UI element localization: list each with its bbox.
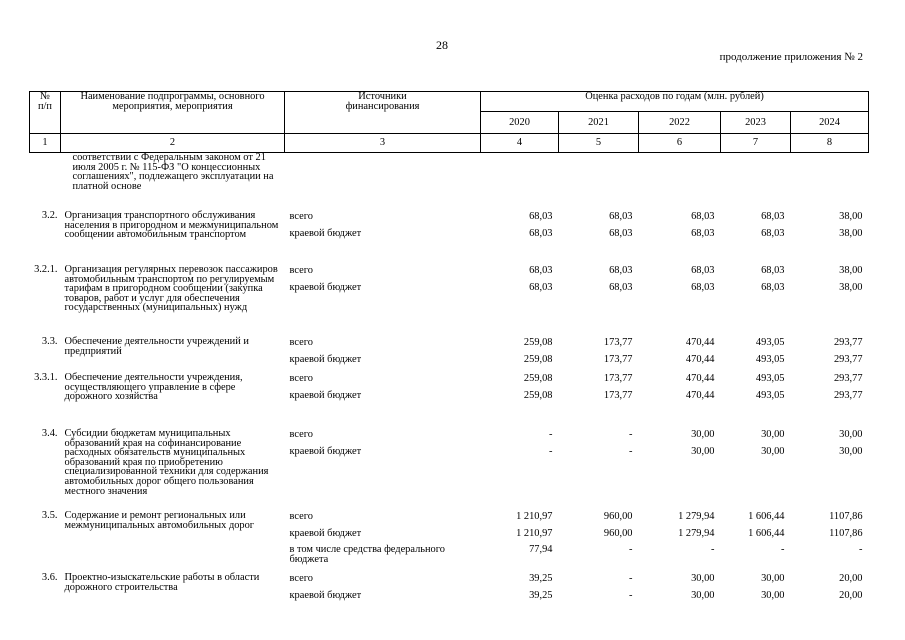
row-name [61, 509, 285, 571]
row-values-2024 [791, 209, 869, 263]
row-values-2020 [481, 335, 559, 371]
column-number: 6 [639, 134, 721, 153]
row-values-2023 [721, 335, 791, 371]
amount-value: 293,77 [833, 390, 863, 401]
row-number: 3.5. [41, 510, 58, 521]
amount-value: 493,05 [755, 390, 785, 401]
header-year: 2021 [559, 112, 639, 134]
amount-value: 470,44 [685, 373, 715, 384]
amount-value: 68,03 [529, 265, 553, 276]
amount-value: 68,03 [529, 228, 553, 239]
table-row [30, 425, 869, 509]
amount-value: 30,00 [691, 446, 715, 457]
amount-value: 20,00 [839, 590, 863, 601]
amount-value: 259,08 [523, 354, 553, 365]
amount-value: 173,77 [603, 390, 633, 401]
row-values-2022 [639, 571, 721, 613]
column-number: 4 [481, 134, 559, 153]
row-number: 3.4. [41, 428, 58, 439]
amount-value: 1 606,44 [748, 528, 785, 539]
row-name-text: Субсидии бюджетам муниципальных образований края на софинансирование расходных обязательств муниципальных образований края по приобретению специализированной техники для содержания автомобильных дорог общего пользования местного значения [64, 428, 269, 497]
amount-value: 293,77 [833, 373, 863, 384]
amount-value: 470,44 [685, 337, 715, 348]
row-values-2022 [639, 509, 721, 571]
row-values-2024 [791, 263, 869, 335]
amount-value: 30,00 [761, 429, 785, 440]
header-year: 2024 [791, 112, 869, 134]
amount-value: 30,00 [839, 429, 863, 440]
amount-value: 173,77 [603, 373, 633, 384]
row-name [61, 263, 285, 335]
amount-value: - [781, 544, 785, 555]
source-label: краевой бюджет [289, 446, 362, 457]
header-name: Наименование подпрограммы, основного мероприятия, мероприятия [61, 92, 285, 134]
row-values-2021 [559, 425, 639, 509]
row-name-text: Обеспечение деятельности учреждения, осуществляющего управление в сфере дорожного хозяйства [64, 372, 243, 403]
row-values-2020 [481, 371, 559, 425]
amount-value: - [629, 446, 633, 457]
row-sources [285, 509, 481, 571]
amount-value: 1 210,97 [516, 511, 553, 522]
amount-value: 470,44 [685, 390, 715, 401]
amount-value: 259,08 [523, 337, 553, 348]
row-values-2021 [559, 263, 639, 335]
row-values-2021 [559, 153, 639, 210]
row-name-text: Организация регулярных перевозок пассажиров автомобильным транспортом по регулируемым тарифам в пригородном сообщении (закупка товаров, работ и услуг для обеспечения государственных (муниципальных) нужд [64, 264, 278, 314]
row-name-text: Организация транспортного обслуживания населения в пригородном и межмуниципальном сообщении автомобильным транспортом [64, 210, 279, 241]
source-label: краевой бюджет [289, 228, 362, 239]
amount-value: 1 279,94 [678, 511, 715, 522]
source-label: всего [289, 511, 313, 522]
amount-value: 38,00 [839, 211, 863, 222]
row-values-2020 [481, 571, 559, 613]
amount-value: 68,03 [761, 265, 785, 276]
source-label: всего [289, 573, 313, 584]
row-number: 3.2. [41, 210, 58, 221]
source-label: в том числе средства федерального бюджета [289, 544, 445, 565]
table-row [30, 335, 869, 371]
row-name-text: Проектно-изыскательские работы в области дорожного строительства [64, 572, 260, 593]
source-label: краевой бюджет [289, 354, 362, 365]
row-values-2022 [639, 335, 721, 371]
amount-value: 960,00 [603, 511, 633, 522]
source-label: всего [289, 337, 313, 348]
column-number: 3 [285, 134, 481, 153]
column-number: 2 [61, 134, 285, 153]
row-name-text: Обеспечение деятельности учреждений и предприятий [64, 336, 249, 357]
amount-value: 259,08 [523, 373, 553, 384]
amount-value: 38,00 [839, 265, 863, 276]
amount-value: 77,94 [529, 544, 553, 555]
amount-value: 68,03 [609, 265, 633, 276]
amount-value: 39,25 [529, 573, 553, 584]
amount-value: 68,03 [691, 211, 715, 222]
row-values-2023 [721, 263, 791, 335]
column-number: 5 [559, 134, 639, 153]
amount-value: 30,00 [761, 446, 785, 457]
row-sources [285, 335, 481, 371]
row-values-2024 [791, 425, 869, 509]
row-values-2022 [639, 425, 721, 509]
row-sources [285, 153, 481, 210]
source-label: всего [289, 211, 313, 222]
row-values-2023 [721, 209, 791, 263]
row-values-2020 [481, 509, 559, 571]
row-name [61, 571, 285, 613]
row-values-2024 [791, 153, 869, 210]
source-label: всего [289, 265, 313, 276]
amount-value: 30,00 [691, 590, 715, 601]
amount-value: 1107,86 [829, 511, 863, 522]
amount-value: 68,03 [609, 228, 633, 239]
amount-value: 38,00 [839, 282, 863, 293]
amount-value: 68,03 [609, 282, 633, 293]
row-sources [285, 209, 481, 263]
row-name [61, 209, 285, 263]
source-label: краевой бюджет [289, 528, 362, 539]
row-values-2020 [481, 425, 559, 509]
table-row [30, 209, 869, 263]
row-values-2021 [559, 335, 639, 371]
amount-value: 493,05 [755, 354, 785, 365]
header-year: 2020 [481, 112, 559, 134]
table-row [30, 263, 869, 335]
amount-value: - [629, 544, 633, 555]
amount-value: - [859, 544, 863, 555]
row-name [61, 153, 285, 210]
amount-value: 173,77 [603, 354, 633, 365]
column-number: 8 [791, 134, 869, 153]
table-row [30, 371, 869, 425]
amount-value: 39,25 [529, 590, 553, 601]
amount-value: - [629, 429, 633, 440]
row-values-2022 [639, 209, 721, 263]
amount-value: 259,08 [523, 390, 553, 401]
row-number: 3.3.1. [34, 372, 58, 383]
amount-value: 293,77 [833, 337, 863, 348]
row-values-2023 [721, 153, 791, 210]
amount-value: 30,00 [839, 446, 863, 457]
row-values-2023 [721, 425, 791, 509]
amount-value: - [629, 590, 633, 601]
amount-value: 960,00 [603, 528, 633, 539]
amount-value: 293,77 [833, 354, 863, 365]
source-label: всего [289, 373, 313, 384]
column-number: 7 [721, 134, 791, 153]
amount-value: - [711, 544, 715, 555]
amount-value: - [549, 429, 553, 440]
header-year: 2022 [639, 112, 721, 134]
amount-value: 493,05 [755, 373, 785, 384]
amount-value: 30,00 [761, 590, 785, 601]
row-values-2020 [481, 209, 559, 263]
amount-value: 68,03 [691, 265, 715, 276]
row-values-2023 [721, 509, 791, 571]
row-values-2021 [559, 209, 639, 263]
row-values-2023 [721, 571, 791, 613]
row-number: 3.2.1. [34, 264, 58, 275]
row-sources [285, 263, 481, 335]
table-row [30, 571, 869, 613]
amount-value: 68,03 [529, 282, 553, 293]
amount-value: 68,03 [691, 282, 715, 293]
row-name-text: Содержание и ремонт региональных или межмуниципальных автомобильных дорог [64, 510, 255, 531]
amount-value: 68,03 [691, 228, 715, 239]
amount-value: 470,44 [685, 354, 715, 365]
amount-value: 68,03 [761, 211, 785, 222]
amount-value: 38,00 [839, 228, 863, 239]
amount-value: 68,03 [761, 228, 785, 239]
row-number: 3.6. [41, 572, 58, 583]
row-values-2024 [791, 571, 869, 613]
header-num: № п/п [30, 92, 61, 134]
table-row [30, 153, 869, 210]
amount-value: 1107,86 [829, 528, 863, 539]
row-name [61, 425, 285, 509]
source-label: краевой бюджет [289, 390, 362, 401]
amount-value: 30,00 [691, 573, 715, 584]
amount-value: 20,00 [839, 573, 863, 584]
source-label: всего [289, 429, 313, 440]
row-values-2024 [791, 509, 869, 571]
row-name [61, 335, 285, 371]
row-number: 3.3. [41, 336, 58, 347]
row-values-2024 [791, 371, 869, 425]
amount-value: 1 210,97 [516, 528, 553, 539]
amount-value: 493,05 [755, 337, 785, 348]
amount-value: 68,03 [609, 211, 633, 222]
continuation-label: продолжение приложения № 2 [719, 51, 863, 63]
row-name-text: соответствии с Федеральным законом от 21 июля 2005 г. № 115-ФЗ "О концессионных соглашениях", подлежащего эксплуатации на платной основе [72, 152, 274, 192]
row-values-2022 [639, 263, 721, 335]
page-number: 28 [436, 38, 448, 52]
row-sources [285, 371, 481, 425]
amount-value: - [629, 573, 633, 584]
amount-value: 30,00 [761, 573, 785, 584]
row-values-2022 [639, 153, 721, 210]
row-values-2021 [559, 571, 639, 613]
row-values-2021 [559, 509, 639, 571]
amount-value: 173,77 [603, 337, 633, 348]
amount-value: 68,03 [529, 211, 553, 222]
header-source: Источники финансирования [285, 92, 481, 134]
row-sources [285, 425, 481, 509]
source-label: краевой бюджет [289, 282, 362, 293]
row-values-2024 [791, 335, 869, 371]
table-row [30, 509, 869, 571]
table-body [30, 153, 869, 614]
source-label: краевой бюджет [289, 590, 362, 601]
amount-value: 30,00 [691, 429, 715, 440]
row-values-2022 [639, 371, 721, 425]
row-values-2023 [721, 371, 791, 425]
amount-value: 1 279,94 [678, 528, 715, 539]
amount-value: - [549, 446, 553, 457]
amount-value: 68,03 [761, 282, 785, 293]
header-estimate: Оценка расходов по годам (млн. рублей) [481, 92, 869, 112]
column-number: 1 [30, 134, 61, 153]
row-values-2020 [481, 153, 559, 210]
row-name [61, 371, 285, 425]
row-values-2020 [481, 263, 559, 335]
row-values-2021 [559, 371, 639, 425]
row-number [30, 153, 61, 210]
amount-value: 1 606,44 [748, 511, 785, 522]
row-sources [285, 571, 481, 613]
expense-table [29, 91, 869, 613]
header-year: 2023 [721, 112, 791, 134]
